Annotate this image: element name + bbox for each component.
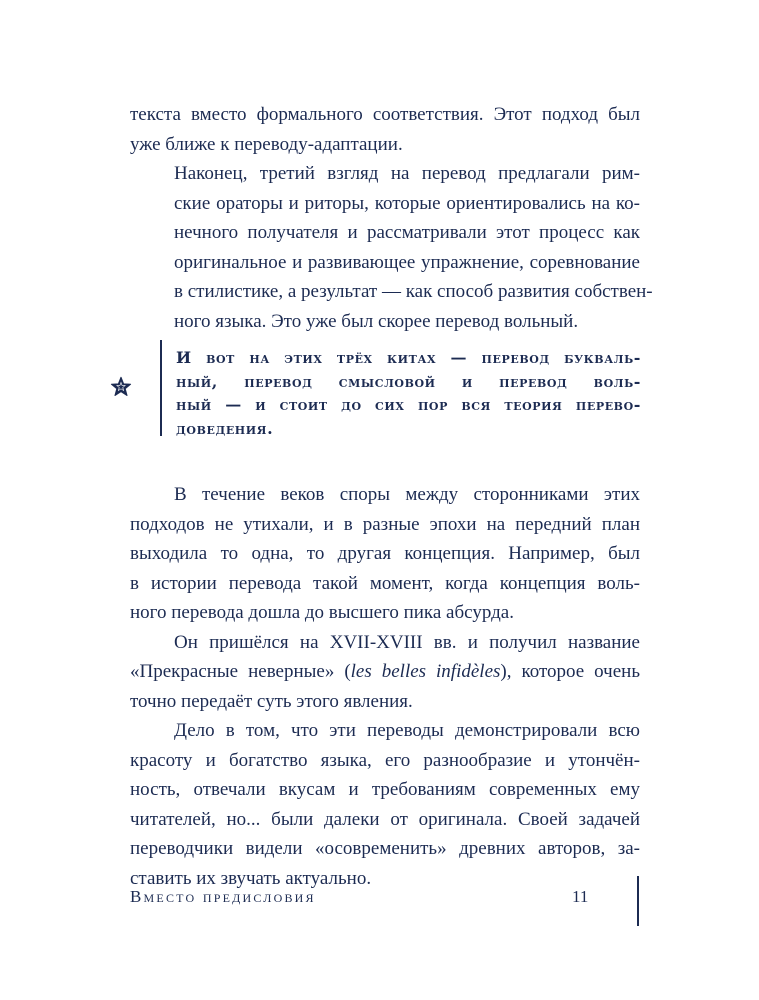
- text-line: ность, отвечали вкусам и требованиям современных ему: [130, 779, 640, 800]
- body-text-bottom: [130, 480, 640, 893]
- text-line: текста вместо формального соответствия. Этот подход был: [130, 104, 640, 125]
- text-fragment: ), которое очень: [500, 661, 640, 682]
- text-line: выходила то одна, то другая концепция. Например, был: [130, 543, 640, 564]
- quote-rule: [160, 340, 162, 436]
- quote-text: [176, 346, 641, 440]
- text-line: ставить их звучать актуально.: [130, 867, 372, 889]
- text-line: нечного получателя и рассматривали этот процесс как: [174, 222, 640, 243]
- quote-line: ный, перевод смысловой и перевод воль-: [176, 371, 641, 391]
- text-line: подходов не утихали, и в разные эпохи на передний план: [130, 513, 640, 535]
- text-line: в истории перевода такой момент, когда концепция воль-: [130, 572, 640, 594]
- body-text-top: [130, 100, 653, 336]
- paragraph: [130, 159, 653, 336]
- footer-rule: [637, 876, 639, 926]
- quote-line: И вот на этих трёх китах — перевод букваль-: [176, 348, 641, 367]
- page-number: 11: [572, 887, 589, 906]
- text-line: в стилистике, а результат — как способ развития собствен-: [174, 281, 653, 302]
- italic-phrase: les belles infidèles: [350, 661, 501, 682]
- text-line: переводчики видели «осовременить» древних авторов, за-: [130, 838, 640, 859]
- text-line: точно передаёт суть этого явления.: [130, 690, 413, 712]
- text-line: Наконец, третий взгляд на перевод предлагали рим-: [174, 163, 640, 184]
- text-line: Дело в том, что эти переводы демонстрировали всю: [174, 720, 640, 741]
- text-line: читателей, но... были далеки от оригинала. Своей задачей: [130, 808, 640, 830]
- star-icon: [110, 376, 132, 398]
- text-line: Он пришёлся на XVII-XVIII вв. и получил название: [174, 631, 640, 653]
- paragraph: [130, 628, 640, 717]
- quote-line: доведения.: [176, 418, 274, 438]
- text-line: ного перевода дошла до высшего пика абсурда.: [130, 602, 514, 623]
- text-line: оригинальное и развивающее упражнение, соревнование: [174, 251, 640, 273]
- text-line: уже ближе к переводу-адаптации.: [130, 133, 403, 155]
- text-line: ские ораторы и риторы, которые ориентировались на ко-: [174, 192, 640, 214]
- quote-line: ный — и стоит до сих пор вся теория перево-: [176, 395, 641, 414]
- text-fragment: «Прекрасные неверные» (: [130, 661, 351, 682]
- pull-quote: [110, 340, 650, 436]
- text-line: В течение веков споры между сторонниками этих: [174, 484, 640, 505]
- text-line: ного языка. Это уже был скорее перевод вольный.: [174, 310, 579, 332]
- paragraph: [130, 716, 640, 893]
- text-line: красоту и богатство языка, его разнообразие и утончён-: [130, 749, 640, 771]
- paragraph: [130, 480, 640, 628]
- running-footer-title: Вместо предисловия: [130, 887, 316, 906]
- paragraph: [130, 100, 640, 159]
- text-line: [130, 657, 640, 687]
